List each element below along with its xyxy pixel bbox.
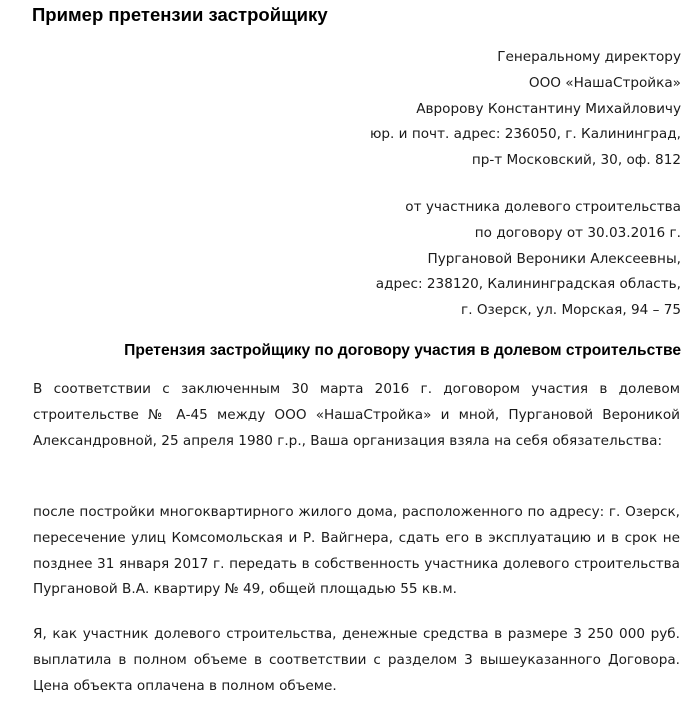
page-heading: Пример претензии застройщику <box>32 4 328 25</box>
sender-name: Пургановой Вероники Алексеевны, <box>427 250 681 267</box>
body-paragraph-payment: Я, как участник долевого строительства, денежные средства в размере 3 250 000 руб. выплатила в полном объеме в соответствии с разделом 3 вышеуказанного Договора. Цена объекта оплачена в полном объеме. <box>33 626 680 694</box>
sender-block <box>376 195 681 324</box>
sender-address-line-1: адрес: 238120, Калининградская область, <box>375 276 681 293</box>
body-paragraph-obligations-intro: В соответствии с заключенным 30 марта 2016 г. договором участия в долевом строительстве № А-45 между ООО «НашаСтройка» и мной, Пургановой Вероникой Александровной, 25 апреля 1980 г.р., Ваша организация взяла на себя обязательства: <box>33 381 680 449</box>
addressee-company: ООО «НашаСтройка» <box>528 74 681 91</box>
document-title: Претензия застройщику по договору участия в долевом строительстве <box>124 342 681 359</box>
sender-role: от участника долевого строительства <box>405 199 681 215</box>
addressee-address-line-2: пр-т Московский, 30, оф. 812 <box>471 152 681 169</box>
sender-address-line-2: г. Озерск, ул. Морская, 94 – 75 <box>461 302 681 319</box>
body-paragraph-obligations: после постройки многоквартирного жилого дома, расположенного по адресу: г. Озерск, пересечение улиц Комсомольская и Р. Вайгнера, сдать его в эксплуатацию и в срок не позднее 31 января 2017 г. передать в собственность участника долевого строительства Пургановой В.А. квартиру № 49, общей площадью 55 кв.м. <box>33 504 680 598</box>
sender-contract: по договору от 30.03.2016 г. <box>474 224 681 241</box>
addressee-name: Авророву Константину Михайловичу <box>416 100 681 117</box>
addressee-position: Генеральному директору <box>497 49 681 65</box>
addressee-address-line-1: юр. и почт. адрес: 236050, г. Калининград, <box>369 126 681 143</box>
addressee-block <box>370 45 681 174</box>
